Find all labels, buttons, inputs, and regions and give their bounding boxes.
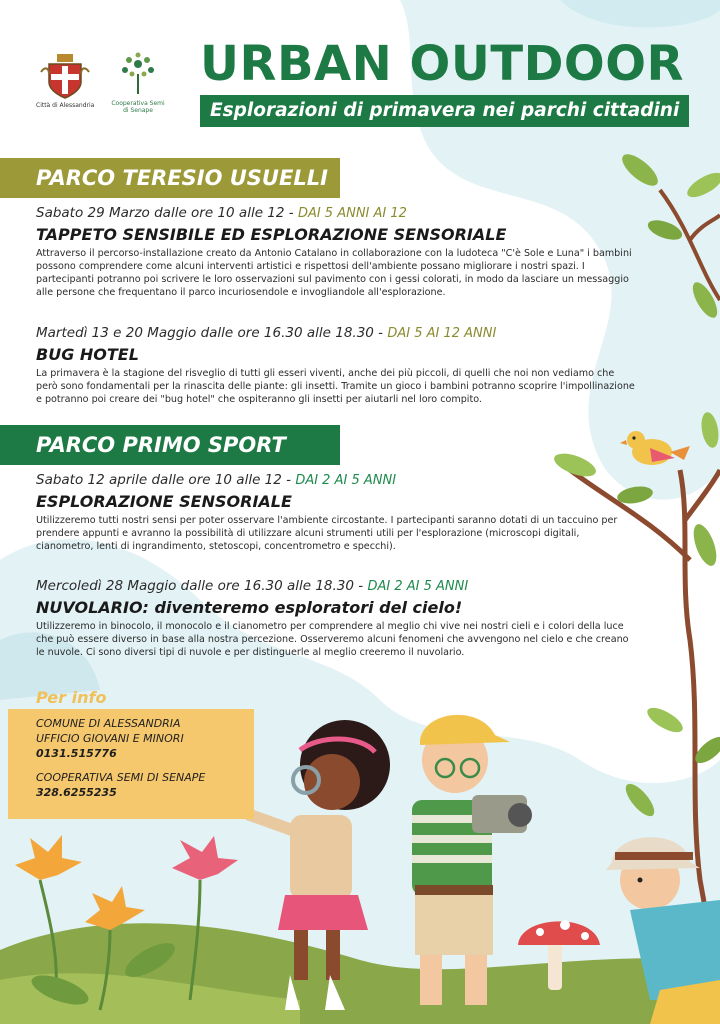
event-age-range: DAI 5 ANNI AI 12 xyxy=(297,206,407,221)
tree-icon xyxy=(117,50,159,94)
event-date: Sabato 12 aprile dalle ore 10 alle 12 - xyxy=(36,472,296,488)
info-label: Per info xyxy=(36,688,107,707)
event-bug-hotel xyxy=(36,324,636,406)
event-date: Martedì 13 e 20 Maggio dalle ore 16.30 alle 18.30 - xyxy=(36,325,388,341)
info-contacts xyxy=(36,716,205,800)
event-description: Utilizzeremo in binocolo, il monocolo e il cianometro per comprendere al meglio chi vive nei nostri cieli e i colori della luce che può essere diverso in base alla nostra percezione. Osserveremo alcuni fenomeni che avvengono nel cielo e che creano le nuvole. Ci sono diversi tipi di nuvole e per distinguerle al meglio creeremo il nuvolario. xyxy=(36,621,629,658)
event-description: Utilizzeremo tutti nostri sensi per poter osservare l'ambiente circostante. I partecipanti saranno dotati di un taccuino per prendere appunti e avranno la possibilità di utilizzare alcuni strumenti utili per l'esplorazione (microscopi digitali, cianometro, lenti di ingrandimento, stetoscopi, concentrometro e specchi). xyxy=(36,515,618,552)
event-date-line xyxy=(36,471,636,490)
event-age-range: DAI 2 AI 5 ANNI xyxy=(295,473,397,488)
city-logo xyxy=(36,52,94,109)
event-age-range: DAI 5 AI 12 ANNI xyxy=(387,326,497,341)
event-description: La primavera è la stagione del risveglio di tutti gli esseri viventi, anche dei più piccoli, di quelli che noi non vediamo che però sono fondamentali per la rinascita delle piante: gli insetti. Tramite un gioco i bambini potranno scoprire l'impollinazione e potranno poi creare dei "bug hotel" che ospiteranno gli insetti per aiutarli nel loro compito. xyxy=(36,368,635,405)
org1-office: UFFICIO GIOVANI E MINORI xyxy=(36,732,184,745)
event-description: Attraverso il percorso-installazione creato da Antonio Catalano in collaborazione con la ludoteca "C'è Sole e Luna" i bambini possono comprendere come alcuni interventi artistici e rispettosi dell'ambiente possano migliorare i nostri spazi. I partecipanti potranno poi scrivere le loro osservazioni sul pavimento con i gessi colorati, in modo da lasciare un messaggio alle persone che frequentano il parco incuriosendole e invogliandole all'esplorazione. xyxy=(36,248,632,298)
org1-phone[interactable]: 0131.515776 xyxy=(36,747,117,760)
section-heading-parco-teresio-usuelli: PARCO TERESIO USUELLI xyxy=(0,158,340,198)
event-esplorazione-sensoriale xyxy=(36,471,636,553)
org2-phone[interactable]: 328.6255235 xyxy=(36,786,117,799)
city-logo-caption: Città di Alessandria xyxy=(36,102,95,109)
event-title: TAPPETO SENSIBILE ED ESPLORAZIONE SENSORIALE xyxy=(36,225,507,244)
event-date: Mercoledì 28 Maggio dalle ore 16.30 alle 18.30 - xyxy=(36,578,368,594)
event-date: Sabato 29 Marzo dalle ore 10 alle 12 - xyxy=(36,205,298,221)
event-tappeto-sensibile xyxy=(36,204,636,299)
org2-name: COOPERATIVA SEMI DI SENAPE xyxy=(36,771,206,784)
city-crest-icon xyxy=(39,52,91,100)
event-date-line xyxy=(36,204,636,223)
event-date-line xyxy=(36,577,636,596)
event-title: NUVOLARIO: diventeremo esploratori del cielo! xyxy=(36,598,463,617)
event-title: ESPLORAZIONE SENSORIALE xyxy=(36,492,292,511)
section-heading-parco-primo-sport: PARCO PRIMO SPORT xyxy=(0,425,340,465)
event-title: BUG HOTEL xyxy=(36,345,139,364)
event-date-line xyxy=(36,324,636,343)
coop-logo xyxy=(110,50,166,114)
org1-name: COMUNE DI ALESSANDRIA xyxy=(36,717,181,730)
page-subtitle: Esplorazioni di primavera nei parchi cittadini xyxy=(200,95,689,127)
coop-logo-caption: Cooperativa Semi di Senape xyxy=(111,100,165,114)
event-age-range: DAI 2 AI 5 ANNI xyxy=(367,579,469,594)
event-nuvolario xyxy=(36,577,636,659)
page-title: URBAN OUTDOOR xyxy=(200,36,684,92)
